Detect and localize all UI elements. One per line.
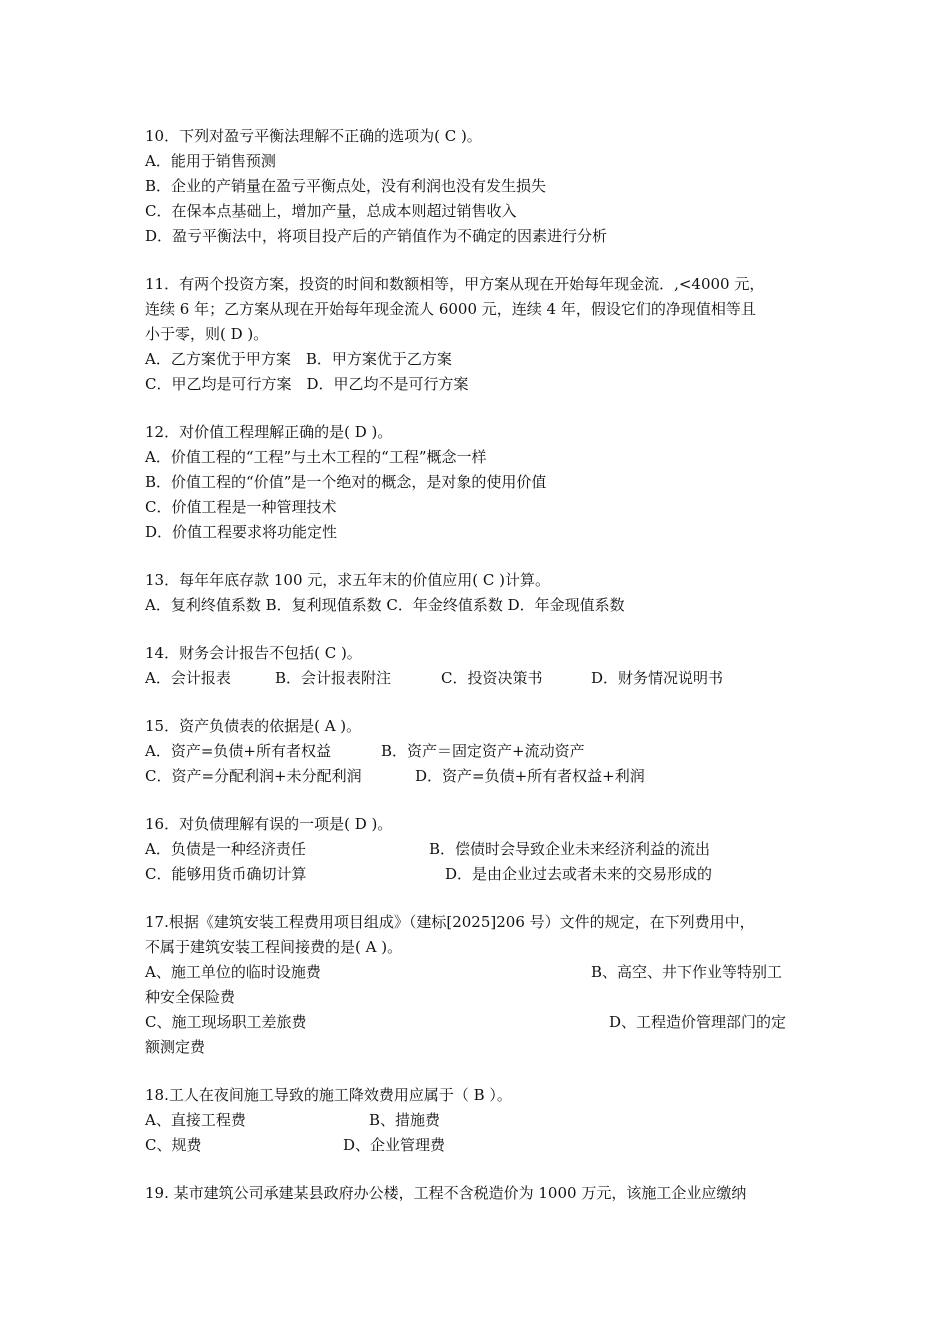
question-14-option-a: A．会计报表 bbox=[145, 669, 231, 687]
question-14-option-d: D．财务情况说明书 bbox=[591, 669, 724, 687]
question-19-stem: 19. 某市建筑公司承建某县政府办公楼，工程不含税造价为 1000 万元，该施工企业应缴纳 bbox=[145, 1184, 747, 1202]
question-11-options-cd: C．甲乙均是可行方案 D．甲乙均不是可行方案 bbox=[145, 375, 469, 393]
question-16 bbox=[145, 812, 825, 887]
question-15-options-ab bbox=[145, 739, 825, 764]
question-17-option-b-continued: 种安全保险费 bbox=[145, 988, 236, 1006]
question-17-options-ab bbox=[145, 960, 825, 985]
question-17-stem-line-1: 17.根据《建筑安装工程费用项目组成》（建标[2025]206 号）文件的规定，在下列费用中， bbox=[145, 913, 755, 931]
question-17-option-d-continued: 额测定费 bbox=[145, 1038, 206, 1056]
question-18-option-d: D、企业管理费 bbox=[343, 1136, 446, 1154]
question-18-option-a: A、直接工程费 bbox=[145, 1111, 246, 1129]
question-16-option-a: A．负债是一种经济责任 bbox=[145, 840, 306, 858]
question-17-option-a: A、施工单位的临时设施费 bbox=[145, 963, 321, 981]
question-18-option-c: C、规费 bbox=[145, 1136, 202, 1154]
question-18-options-cd bbox=[145, 1133, 825, 1158]
question-11-stem-line-3: 小于零，则( D )。 bbox=[145, 325, 269, 343]
question-10 bbox=[145, 124, 825, 249]
question-11 bbox=[145, 272, 825, 397]
question-15-option-a: A．资产=负债+所有者权益 bbox=[145, 742, 331, 760]
question-13 bbox=[145, 568, 825, 618]
question-10-option-a: A．能用于销售预测 bbox=[145, 152, 276, 170]
question-13-stem: 13．每年年底存款 100 元，求五年末的价值应用( C )计算。 bbox=[145, 571, 550, 589]
question-11-stem-line-2: 连续 6 年；乙方案从现在开始每年现金流人 6000 元，连续 4 年，假设它们的净现值相等且 bbox=[145, 300, 756, 318]
question-15-stem: 15．资产负债表的依据是( A )。 bbox=[145, 717, 362, 735]
question-14-option-b: B．会计报表附注 bbox=[275, 669, 392, 687]
question-12-option-d: D．价值工程要求将功能定性 bbox=[145, 523, 338, 541]
question-16-option-c: C．能够用货币确切计算 bbox=[145, 865, 307, 883]
question-10-option-b: B．企业的产销量在盈亏平衡点处，没有利润也没有发生损失 bbox=[145, 177, 547, 195]
question-12-option-a: A．价值工程的“工程”与土木工程的“工程”概念一样 bbox=[145, 448, 487, 466]
question-17-options-cd bbox=[145, 1010, 825, 1035]
question-15-option-b: B．资产＝固定资产+流动资产 bbox=[381, 742, 585, 760]
question-19 bbox=[145, 1181, 825, 1206]
question-15 bbox=[145, 714, 825, 789]
question-12-stem: 12．对价值工程理解正确的是( D )。 bbox=[145, 423, 393, 441]
question-16-stem: 16．对负债理解有误的一项是( D )。 bbox=[145, 815, 393, 833]
question-10-option-d: D．盈亏平衡法中，将项目投产后的产销值作为不确定的因素进行分析 bbox=[145, 227, 608, 245]
question-11-stem-line-1: 11．有两个投资方案，投资的时间和数额相等，甲方案从现在开始每年现金流．,<4000 元， bbox=[145, 275, 765, 293]
question-14 bbox=[145, 641, 825, 691]
question-12 bbox=[145, 420, 825, 545]
question-14-stem: 14．财务会计报告不包括( C )。 bbox=[145, 644, 362, 662]
question-16-options-cd bbox=[145, 862, 825, 887]
question-12-option-b: B．价值工程的“价值”是一个绝对的概念，是对象的使用价值 bbox=[145, 473, 547, 491]
question-17-option-b: B、高空、井下作业等特别工 bbox=[591, 963, 783, 981]
question-18-stem: 18.工人在夜间施工导致的施工降效费用应属于（ B ）。 bbox=[145, 1086, 512, 1104]
question-14-option-c: C．投资决策书 bbox=[441, 669, 543, 687]
question-10-stem: 10．下列对盈亏平衡法理解不正确的选项为( C )。 bbox=[145, 127, 482, 145]
question-17-option-c: C、施工现场职工差旅费 bbox=[145, 1013, 307, 1031]
question-11-options-ab: A．乙方案优于甲方案 B．甲方案优于乙方案 bbox=[145, 350, 452, 368]
question-17 bbox=[145, 910, 825, 1060]
question-16-option-b: B．偿债时会导致企业未来经济利益的流出 bbox=[429, 840, 711, 858]
question-17-option-d: D、工程造价管理部门的定 bbox=[609, 1013, 787, 1031]
question-17-stem-line-2: 不属于建筑安装工程间接费的是( A )。 bbox=[145, 938, 403, 956]
question-list bbox=[145, 124, 825, 1229]
question-15-options-cd bbox=[145, 764, 825, 789]
question-12-option-c: C．价值工程是一种管理技术 bbox=[145, 498, 337, 516]
question-18-options-ab bbox=[145, 1108, 825, 1133]
question-18 bbox=[145, 1083, 825, 1158]
question-15-option-c: C．资产=分配利润+未分配利润 bbox=[145, 767, 362, 785]
question-13-options: A．复利终值系数 B．复利现值系数 C．年金终值系数 D．年金现值系数 bbox=[145, 596, 625, 614]
question-10-option-c: C．在保本点基础上，增加产量，总成本则超过销售收入 bbox=[145, 202, 517, 220]
question-15-option-d: D．资产=负债+所有者权益+利润 bbox=[415, 767, 645, 785]
question-16-option-d: D．是由企业过去或者未来的交易形成的 bbox=[445, 865, 713, 883]
question-14-options bbox=[145, 666, 825, 691]
question-16-options-ab bbox=[145, 837, 825, 862]
question-18-option-b: B、措施费 bbox=[369, 1111, 441, 1129]
